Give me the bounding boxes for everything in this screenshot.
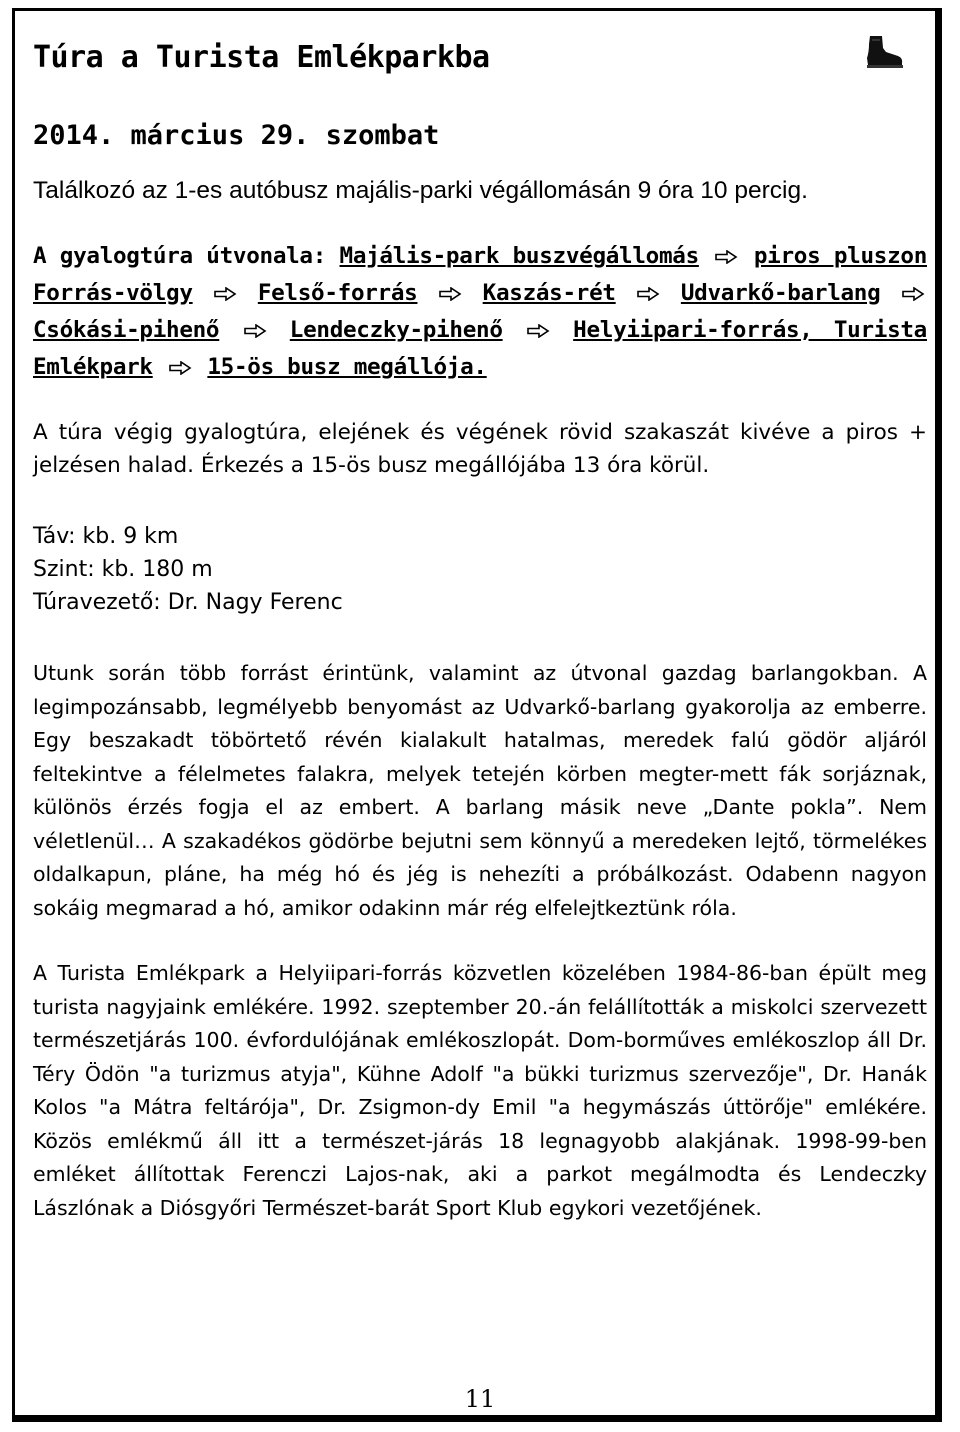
route-stop: Majális-park buszvégállomás: [339, 243, 699, 269]
arrow-icon: [526, 324, 550, 338]
route-intro: A gyalogtúra útvonala:: [33, 243, 340, 269]
route-description: [33, 238, 927, 386]
leader-text: Túravezető: Dr. Nagy Ferenc: [33, 590, 343, 615]
meeting-info: Találkozó az 1-es autóbusz majális-parki végállomásán 9 óra 10 percig.: [33, 177, 808, 204]
arrow-icon: [714, 250, 738, 264]
route-stop: 15-ös busz megállója.: [207, 354, 487, 380]
arrow-icon: [438, 287, 462, 301]
arrow-icon: [213, 287, 237, 301]
route-stop: Helyiipari-forrás, Turista Emlékpark: [33, 317, 927, 380]
route-stop: piros pluszon Forrás-völgy: [33, 243, 927, 306]
paragraph-route-note: A túra végig gyalogtúra, elejének és végének rövid szakaszát kivéve a piros + jelzésen halad. Érkezés a 15-ös busz megállójába 13 óra körül.: [33, 420, 927, 478]
arrow-icon: [636, 287, 660, 301]
route-stop: Udvarkő-barlang: [680, 280, 881, 306]
page-number: 11: [464, 1385, 496, 1413]
route-stop: Lendeczky-pihenő: [289, 317, 503, 343]
arrow-icon: [901, 287, 925, 301]
page-title: Túra a Turista Emlékparkba: [33, 40, 490, 75]
paragraph-memorial-park: A Turista Emlékpark a Helyiipari-forrás közvetlen közelében 1984-86-ban épült meg turista nagyjaink emlékére. 1992. szeptember 20.-án felállították a miskolci szervezett természetjárás 100. évfordulójának emlékoszlopát. Dom-borműves emlékoszlop áll Dr. Téry Ödön "a turizmus atyja", Kühne Adolf "a bükki turizmus szervezője", Dr. Hanák Kolos "a Mátra feltárója", Dr. Zsigmon-dy Emil "a hegymászás úttörője" emlékére. Közös emlékmű áll itt a természet-járás 18 legnagyobb alakjának. 1998-99-ben emléket állítottak Ferenczi Lajos-nak, aki a parkot megálmodta és Lendeczky Lászlónak a Diósgyőri Természet-barát Sport Klub egykori vezetőjének.: [33, 961, 927, 1220]
route-stop: Csókási-pihenő: [33, 317, 220, 343]
document-body: [33, 38, 927, 1225]
route-stop: Kaszás-rét: [482, 280, 616, 306]
paragraph-caves: Utunk során több forrást érintünk, valamint az útvonal gazdag barlangokban. A legimpozánsabb, legmélyebb benyomást az Udvarkő-barlang gyakorolja az emberre. Egy beszakadt töbörtető révén kialakult hatalmas, meredek falú gödör aljáról feltekintve a félelmetes falakra, melyek tetején körben megter-mett fák sorjáznak, különös érzés fogja el az embert. A barlang másik neve „Dante pokla”. Nem véletlenül… A szakadékos gödörbe bejutni sem könnyű a meredeken lejtő, törmelékes oldalkapun, pláne, ha még hó és jég is nehezíti a próbálkozást. Odabenn nagyon sokáig megmarad a hó, amikor odakinn már rég elfelejtkeztünk róla.: [33, 661, 927, 920]
tour-stats: [33, 520, 927, 619]
distance-text: Táv: kb. 9 km: [33, 524, 179, 549]
arrow-icon: [168, 361, 192, 375]
route-stop: Felső-forrás: [257, 280, 418, 306]
event-date: 2014. március 29. szombat: [33, 120, 440, 151]
arrow-icon: [243, 324, 267, 338]
elevation-text: Szint: kb. 180 m: [33, 557, 213, 582]
